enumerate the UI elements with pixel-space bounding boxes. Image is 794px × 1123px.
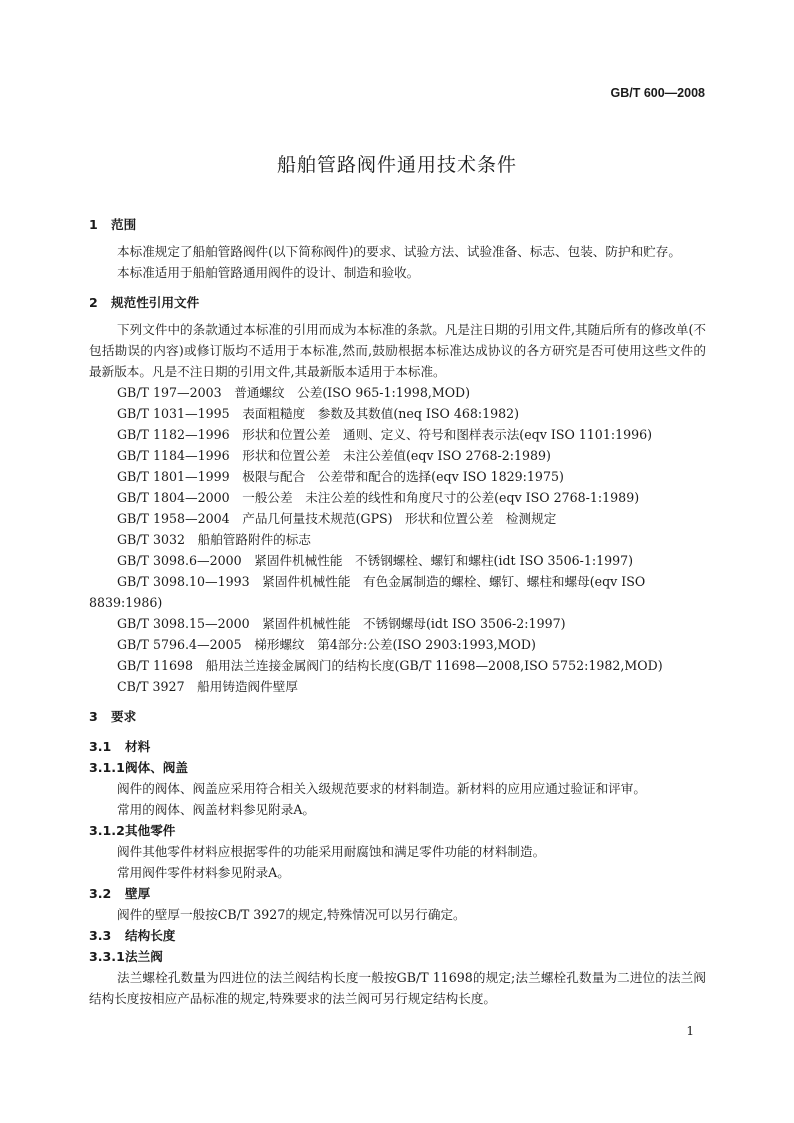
section-title: 法兰阀 (125, 949, 163, 964)
subsection-3-1-1-heading (89, 757, 706, 778)
reference-item: GB/T 197—2003 普通螺纹 公差(ISO 965-1:1998,MOD) (117, 385, 471, 400)
section-number: 2 (89, 295, 98, 310)
section-title: 结构长度 (125, 928, 176, 943)
section-number: 3.2 (89, 886, 112, 901)
reference-item: GB/T 1958—2004 产品几何量技术规范(GPS) 形状和位置公差 检测规定 (117, 511, 557, 526)
section-1-heading (89, 214, 706, 235)
reference-item: GB/T 1801—1999 极限与配合 公差带和配合的选择(eqv ISO 1829:1975) (117, 469, 564, 484)
subsection-3-1-heading (89, 736, 706, 757)
standard-code: GB/T 600—2008 (610, 86, 705, 100)
section-3-heading (89, 706, 706, 727)
reference-item: GB/T 11698 船用法兰连接金属阀门的结构长度(GB/T 11698—2008,ISO 5752:1982,MOD) (117, 658, 663, 673)
section-number: 1 (89, 217, 98, 232)
subsection-3-2-heading (89, 883, 706, 904)
reference-item: GB/T 3098.10—1993 紧固件机械性能 有色金属制造的螺栓、螺钉、螺柱和螺母(eqv ISO 8839:1986) (89, 574, 646, 610)
reference-item: GB/T 3098.15—2000 紧固件机械性能 不锈钢螺母(idt ISO 3506-2:1997) (117, 616, 566, 631)
subsection-3-1-2-heading (89, 820, 706, 841)
section-title: 壁厚 (125, 886, 151, 901)
reference-item: GB/T 1184—1996 形状和位置公差 未注公差值(eqv ISO 2768-2:1989) (117, 448, 551, 463)
paragraph: 阀件的阀体、阀盖应采用符合相关入级规范要求的材料制造。新材料的应用应通过验证和评审。 (117, 781, 646, 796)
section-title: 阀体、阀盖 (125, 760, 188, 775)
reference-item: GB/T 5796.4—2005 梯形螺纹 第4部分:公差(ISO 2903:1993,MOD) (117, 637, 536, 652)
document-title: 船舶管路阀件通用技术条件 (276, 154, 517, 176)
reference-item: GB/T 1804—2000 一般公差 未注公差的线性和角度尺寸的公差(eqv ISO 2768-1:1989) (117, 490, 640, 505)
section-number: 3.1 (89, 739, 112, 754)
subsection-3-3-1-heading (89, 946, 706, 967)
reference-item: GB/T 3098.6—2000 紧固件机械性能 不锈钢螺栓、螺钉和螺柱(idt ISO 3506-1:1997) (117, 553, 634, 568)
section-title: 其他零件 (125, 823, 176, 838)
section-2-heading (89, 292, 706, 313)
document-body (89, 214, 706, 1009)
reference-item: CB/T 3927 船用铸造阀件壁厚 (117, 679, 298, 694)
section-title: 要求 (111, 709, 137, 724)
page-number: 1 (686, 1024, 694, 1038)
section-title: 范围 (111, 217, 137, 232)
paragraph: 阀件其他零件材料应根据零件的功能采用耐腐蚀和满足零件功能的材料制造。 (117, 844, 546, 859)
paragraph: 阀件的壁厚一般按CB/T 3927的规定,特殊情况可以另行确定。 (117, 907, 466, 922)
section-number: 3.3.1 (89, 949, 125, 964)
paragraph: 常用的阀体、阀盖材料参见附录A。 (117, 802, 316, 817)
reference-item: GB/T 1031—1995 表面粗糙度 参数及其数值(neq ISO 468:1982) (117, 406, 520, 421)
reference-item: GB/T 1182—1996 形状和位置公差 通则、定义、符号和图样表示法(eqv ISO 1101:1996) (117, 427, 653, 442)
paragraph: 本标准规定了船舶管路阀件(以下简称阀件)的要求、试验方法、试验准备、标志、包装、防护和贮存。 (117, 244, 681, 259)
section-number: 3.1.1 (89, 760, 125, 775)
reference-item: GB/T 3032 船舶管路附件的标志 (117, 532, 311, 547)
section-title: 材料 (125, 739, 151, 754)
paragraph: 下列文件中的条款通过本标准的引用而成为本标准的条款。凡是注日期的引用文件,其随后所有的修改单(不包括勘误的内容)或修订版均不适用于本标准,然而,鼓励根据本标准达成协议的各方研究是否可使用这些文件的最新版本。凡是不注日期的引用文件,其最新版本适用于本标准。 (89, 322, 706, 379)
section-number: 3.3 (89, 928, 112, 943)
subsection-3-3-heading (89, 925, 706, 946)
paragraph: 常用阀件零件材料参见附录A。 (117, 865, 290, 880)
section-number: 3.1.2 (89, 823, 125, 838)
section-number: 3 (89, 709, 98, 724)
section-title: 规范性引用文件 (111, 295, 200, 310)
paragraph: 本标准适用于船舶管路通用阀件的设计、制造和验收。 (117, 265, 420, 280)
paragraph: 法兰螺栓孔数量为四进位的法兰阀结构长度一般按GB/T 11698的规定;法兰螺栓孔数量为二进位的法兰阀结构长度按相应产品标准的规定,特殊要求的法兰阀可另行规定结构长度。 (89, 970, 706, 1006)
